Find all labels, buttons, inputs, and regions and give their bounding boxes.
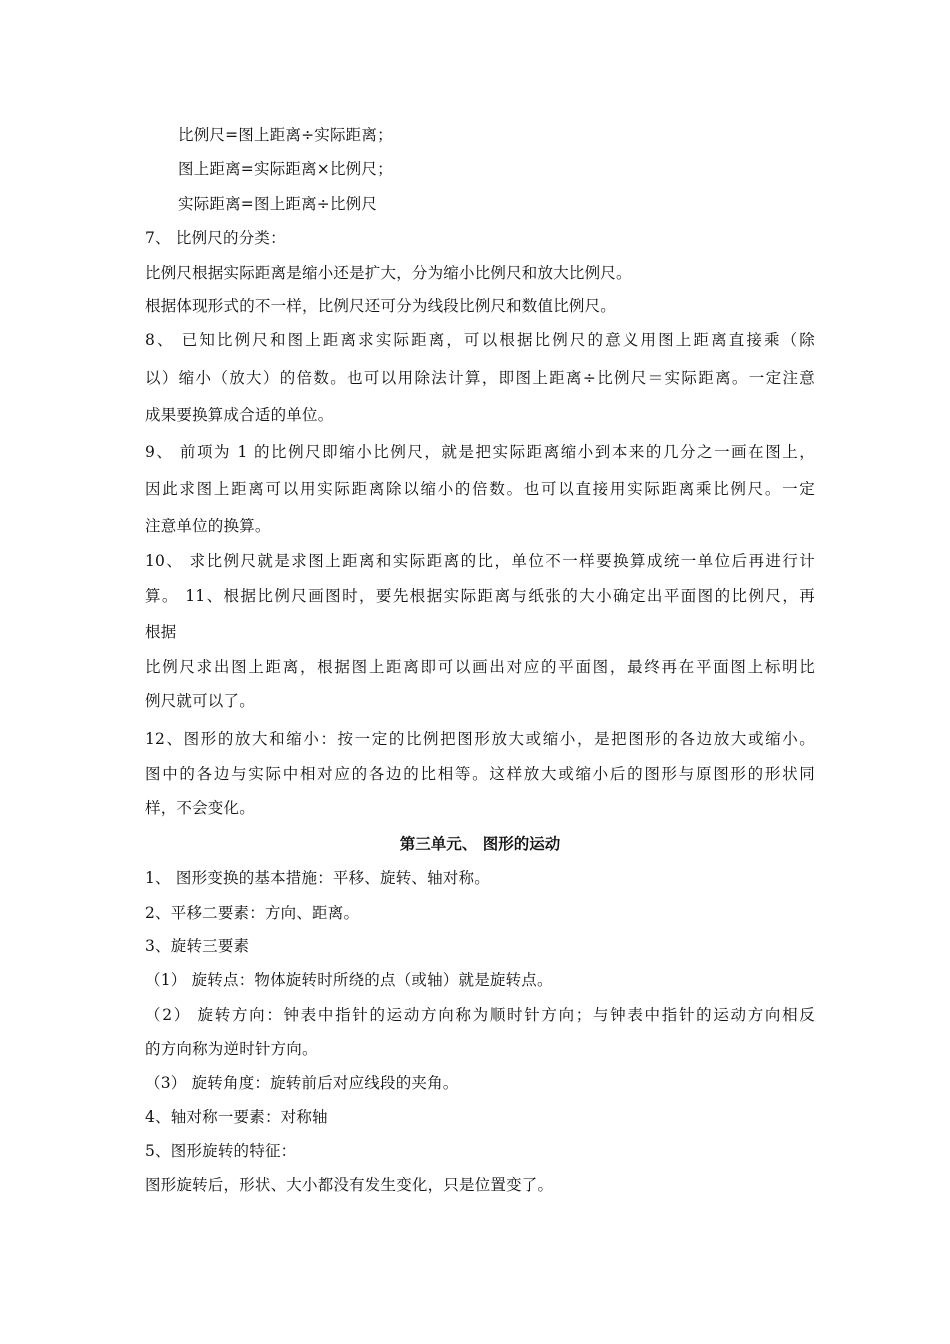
item-11-line-3: 根据 [145, 623, 177, 641]
item-9-line-2: 因此求图上距离可以用实际距离除以缩小的倍数。也可以直接用实际距离乘比例尺。一定 [145, 480, 815, 498]
unit-3-line-4: （1） 旋转点：物体旋转时所绕的点（或轴）就是旋转点。 [145, 971, 553, 989]
unit-3-line-8: 4、轴对称一要素：对称轴 [145, 1108, 328, 1126]
item-8-line-3: 成果要换算成合适的单位。 [145, 406, 334, 424]
item-10-line-1: 10、 求比例尺就是求图上距离和实际距离的比，单位不一样要换算成统一单位后再进行计 [145, 552, 815, 570]
unit-3-line-6: 的方向称为逆时针方向。 [145, 1040, 318, 1058]
item-8-line-2: 以）缩小（放大）的倍数。也可以用除法计算，即图上距离÷比例尺＝实际距离。一定注意 [145, 369, 815, 387]
formula-actual-distance: 实际距离=图上距离÷比例尺 [178, 195, 378, 213]
item-11-line-5: 例尺就可以了。 [145, 692, 255, 710]
item-12-line-2: 图中的各边与实际中相对应的各边的比相等。这样放大或缩小后的图形与原图形的形状同 [145, 765, 815, 783]
unit-3-line-1: 1、 图形变换的基本措施：平移、旋转、轴对称。 [145, 869, 490, 887]
item-8-line-1: 8、 已知比例尺和图上距离求实际距离，可以根据比例尺的意义用图上距离直接乘（除 [145, 331, 815, 349]
unit-3-line-3: 3、旋转三要素 [145, 937, 250, 955]
item-7-line-1: 比例尺根据实际距离是缩小还是扩大，分为缩小比例尺和放大比例尺。 [145, 264, 632, 282]
formula-scale: 比例尺=图上距离÷实际距离； [178, 126, 393, 144]
unit-3-line-10: 图形旋转后，形状、大小都没有发生变化，只是位置变了。 [145, 1176, 554, 1194]
unit-3-line-7: （3） 旋转角度：旋转前后对应线段的夹角。 [145, 1074, 459, 1092]
item-7-title: 7、 比例尺的分类： [145, 229, 286, 247]
item-9-line-3: 注意单位的换算。 [145, 517, 271, 535]
item-12-line-1: 12、图形的放大和缩小：按一定的比例把图形放大或缩小，是把图形的各边放大或缩小。 [145, 730, 815, 748]
unit-3-line-5: （2） 旋转方向：钟表中指针的运动方向称为顺时针方向；与钟表中指针的运动方向相反 [145, 1006, 815, 1024]
formula-map-distance: 图上距离=实际距离×比例尺； [178, 160, 393, 178]
unit-3-line-9: 5、图形旋转的特征： [145, 1142, 297, 1160]
unit-3-line-2: 2、平移二要素：方向、距离。 [145, 904, 360, 922]
item-9-line-1: 9、 前项为 1 的比例尺即缩小比例尺，就是把实际距离缩小到本来的几分之一画在图上， [145, 443, 815, 461]
item-10-line-2: 算。 11、根据比例尺画图时，要先根据实际距离与纸张的大小确定出平面图的比例尺，再 [145, 587, 815, 605]
item-12-line-3: 样，不会变化。 [145, 799, 255, 817]
item-7-line-2: 根据体现形式的不一样，比例尺还可分为线段比例尺和数值比例尺。 [145, 297, 617, 315]
item-11-line-4: 比例尺求出图上距离，根据图上距离即可以画出对应的平面图，最终再在平面图上标明比 [145, 658, 815, 676]
unit-3-heading: 第三单元、 图形的运动 [399, 835, 561, 853]
